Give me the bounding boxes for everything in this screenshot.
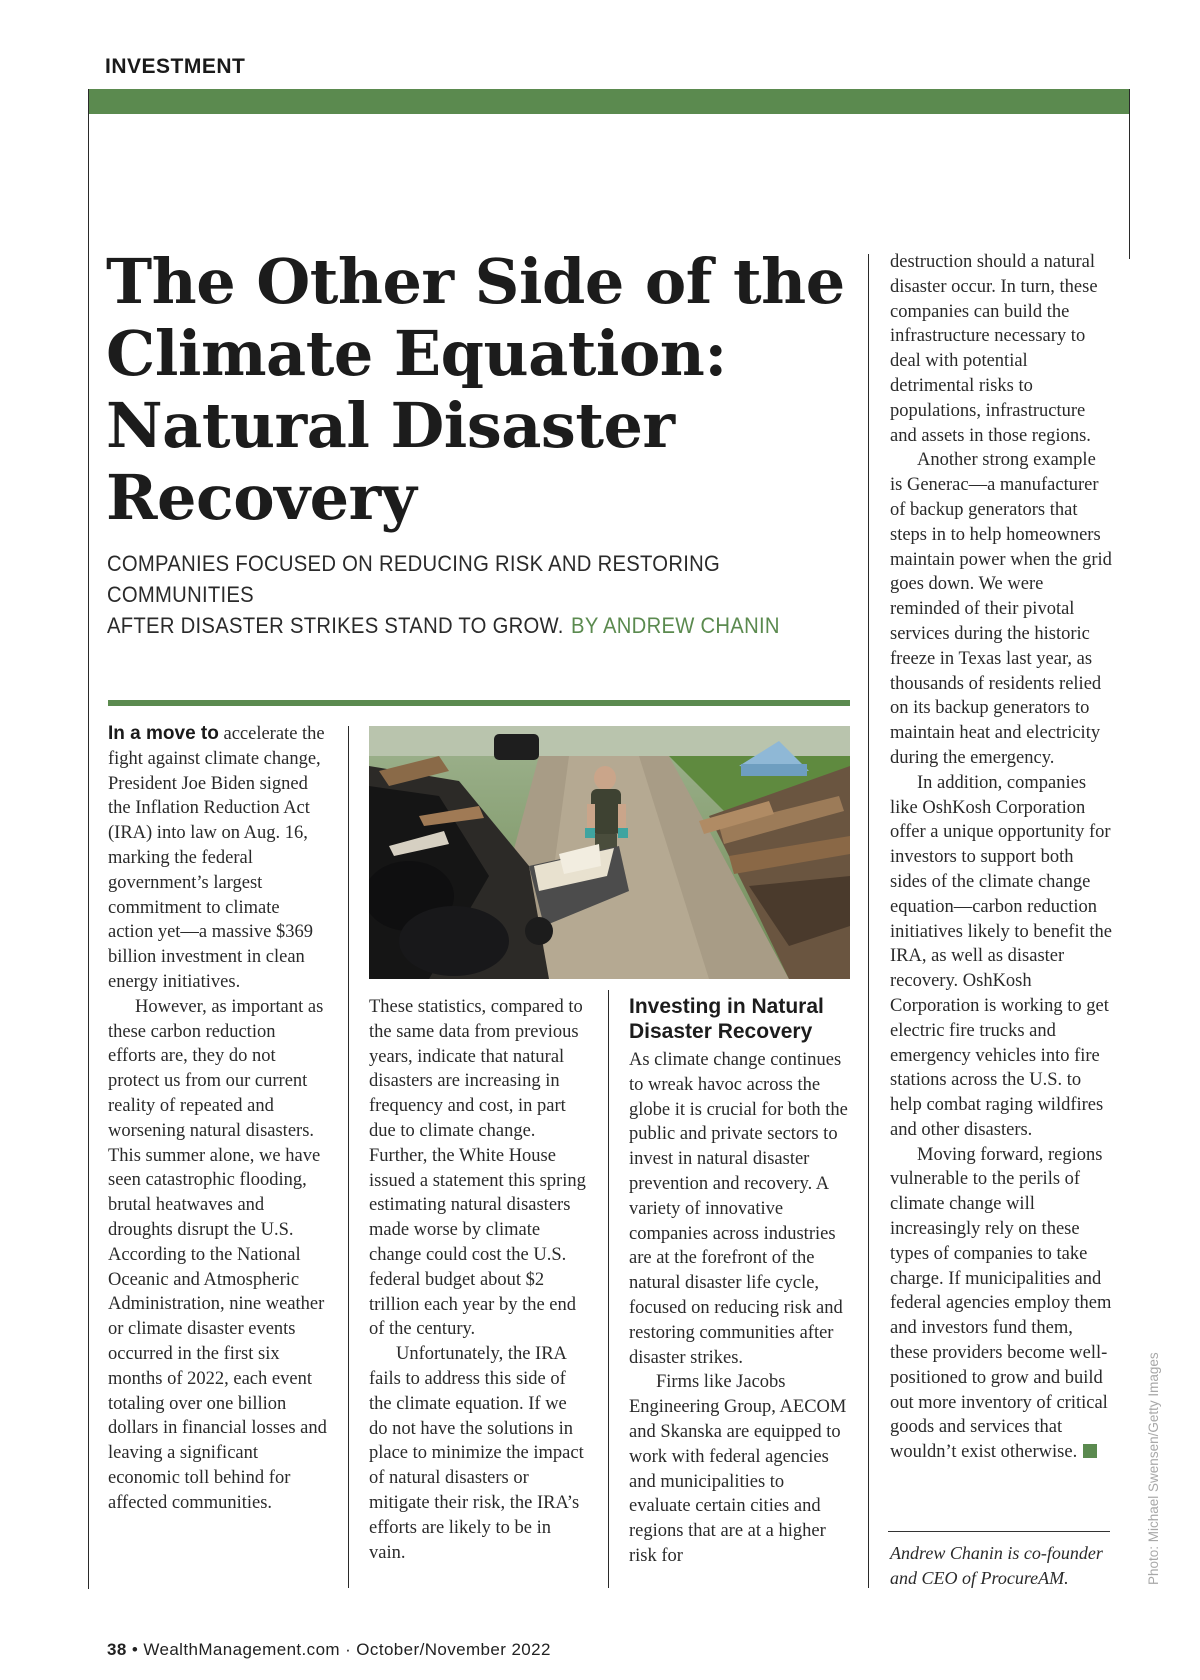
deck-line-2: AFTER DISASTER STRIKES STAND TO GROW. [107,613,564,638]
paragraph: Moving forward, regions vulnerable to the perils of climate change will increasingly rely on these types of companies to take charge. If municipalities and federal agencies employ them and investors fund them, these providers become well-positioned to grow and build out more inventory of critical goods and services that wouldn’t exist otherwise. [890,1144,1112,1463]
article-photo [369,726,850,979]
paragraph: These statistics, compared to the same data from previous years, indicate that natural disasters are increasing in frequency and cost, in part due to climate change. Further, the White House issued a statement this spring estimating natural disasters made worse by climate change could cost the U.S. federal budget about $2 trillion each year by the end of the century. [369,997,586,1340]
paragraph: As climate change continues to wreak havoc across the globe it is crucial for both the public and private sectors to invest in natural disaster prevention and recovery. A variety of innovative companies across industries are at the forefront of the natural disaster life cycle, focused on reducing risk and restoring communities after disaster strikes. [629,1050,848,1368]
paragraph: However, as important as these carbon reduction efforts are, they do not protect us from our current reality of repeated and worsening natural disasters. This summer alone, we have seen catastrophic flooding, brutal heatwaves and droughts disrupt the U.S. According to the National Oceanic and Atmospheric Administration, nine weather or climate disaster events occurred in the first six months of 2022, each event totaling over one billion dollars in financial losses and leaving a significant economic toll behind for affected communities. [108,996,327,1513]
byline: BY ANDREW CHANIN [571,613,780,638]
photo-credit: Photo: Michael Swensen/Getty Images [1146,1352,1161,1585]
page-number: 38 [107,1640,127,1659]
article-deck [107,548,806,641]
column-2 [369,995,589,1565]
header-accent-bar [88,89,1129,114]
paragraph: Another strong example is Generac—a manufacturer of backup generators that steps in to help homeowners maintain power when the grid goes down. We were reminded of their pivotal services during the historic freeze in Texas last year, as thousands of residents relied on its backup generators to maintain heat and electricity during the emergency. [890,450,1112,768]
column-3 [629,994,849,1569]
author-bio: Andrew Chanin is co-founder and CEO of ProcureAM. [890,1543,1103,1588]
section-label: INVESTMENT [105,55,246,78]
paragraph: Firms like Jacobs Engineering Group, AECOM and Skanska are equipped to work with federal agencies and municipalities to evaluate certain cities and regions that are at a higher risk for [629,1372,847,1566]
paragraph: In addition, companies like OshKosh Corporation offer a unique opportunity for investors to support both sides of the climate change equation—carbon reduction initiatives likely to benefit the IRA, as well as disaster recovery. OshKosh Corporation is working to get electric fire trucks and emergency vehicles into fire stations across the U.S. to help combat raging wildfires and other disasters. [890,772,1112,1140]
column-1 [108,722,328,1516]
article-headline: The Other Side of the Climate Equation: Natural Disaster Recovery [106,245,845,534]
frame-right-line [1129,89,1130,259]
column-4 [890,250,1112,1465]
paragraph: destruction should a natural disaster occur. In turn, these companies can build the infrastructure necessary to deal with potential detrimental risks to populations, infrastructure and assets in those regions. [890,252,1098,446]
page-footer: 38 • WealthManagement.com · October/November 2022 [107,1640,551,1659]
paragraph: Unfortunately, the IRA fails to address this side of the climate equation. If we do not have the solutions in place to minimize the impact of natural disasters or mitigate their risk, the IRA’s efforts are likely to be in vain. [369,1344,584,1563]
end-mark-icon [1083,1444,1097,1458]
deck-line-1: COMPANIES FOCUSED ON REDUCING RISK AND RESTORING COMMUNITIES [107,551,721,607]
column-divider-1 [348,726,349,1588]
lead-in: In a move to [108,723,219,744]
column-divider-3 [868,254,869,1588]
frame-left-line [88,89,89,1589]
footer-text: WealthManagement.com · October/November 2022 [143,1640,551,1659]
subhead: Investing in Natural Disaster Recovery [629,995,824,1043]
headline-rule [108,700,850,706]
column-divider-2 [608,990,609,1588]
paragraph: In a move to accelerate the fight against climate change, President Joe Biden signed the Inflation Reduction Act (IRA) into law on Aug. 16, marking the federal government’s largest commitment to climate action yet—a massive $369 billion investment in clean energy initiatives. [108,723,325,992]
bio-rule [888,1531,1110,1532]
